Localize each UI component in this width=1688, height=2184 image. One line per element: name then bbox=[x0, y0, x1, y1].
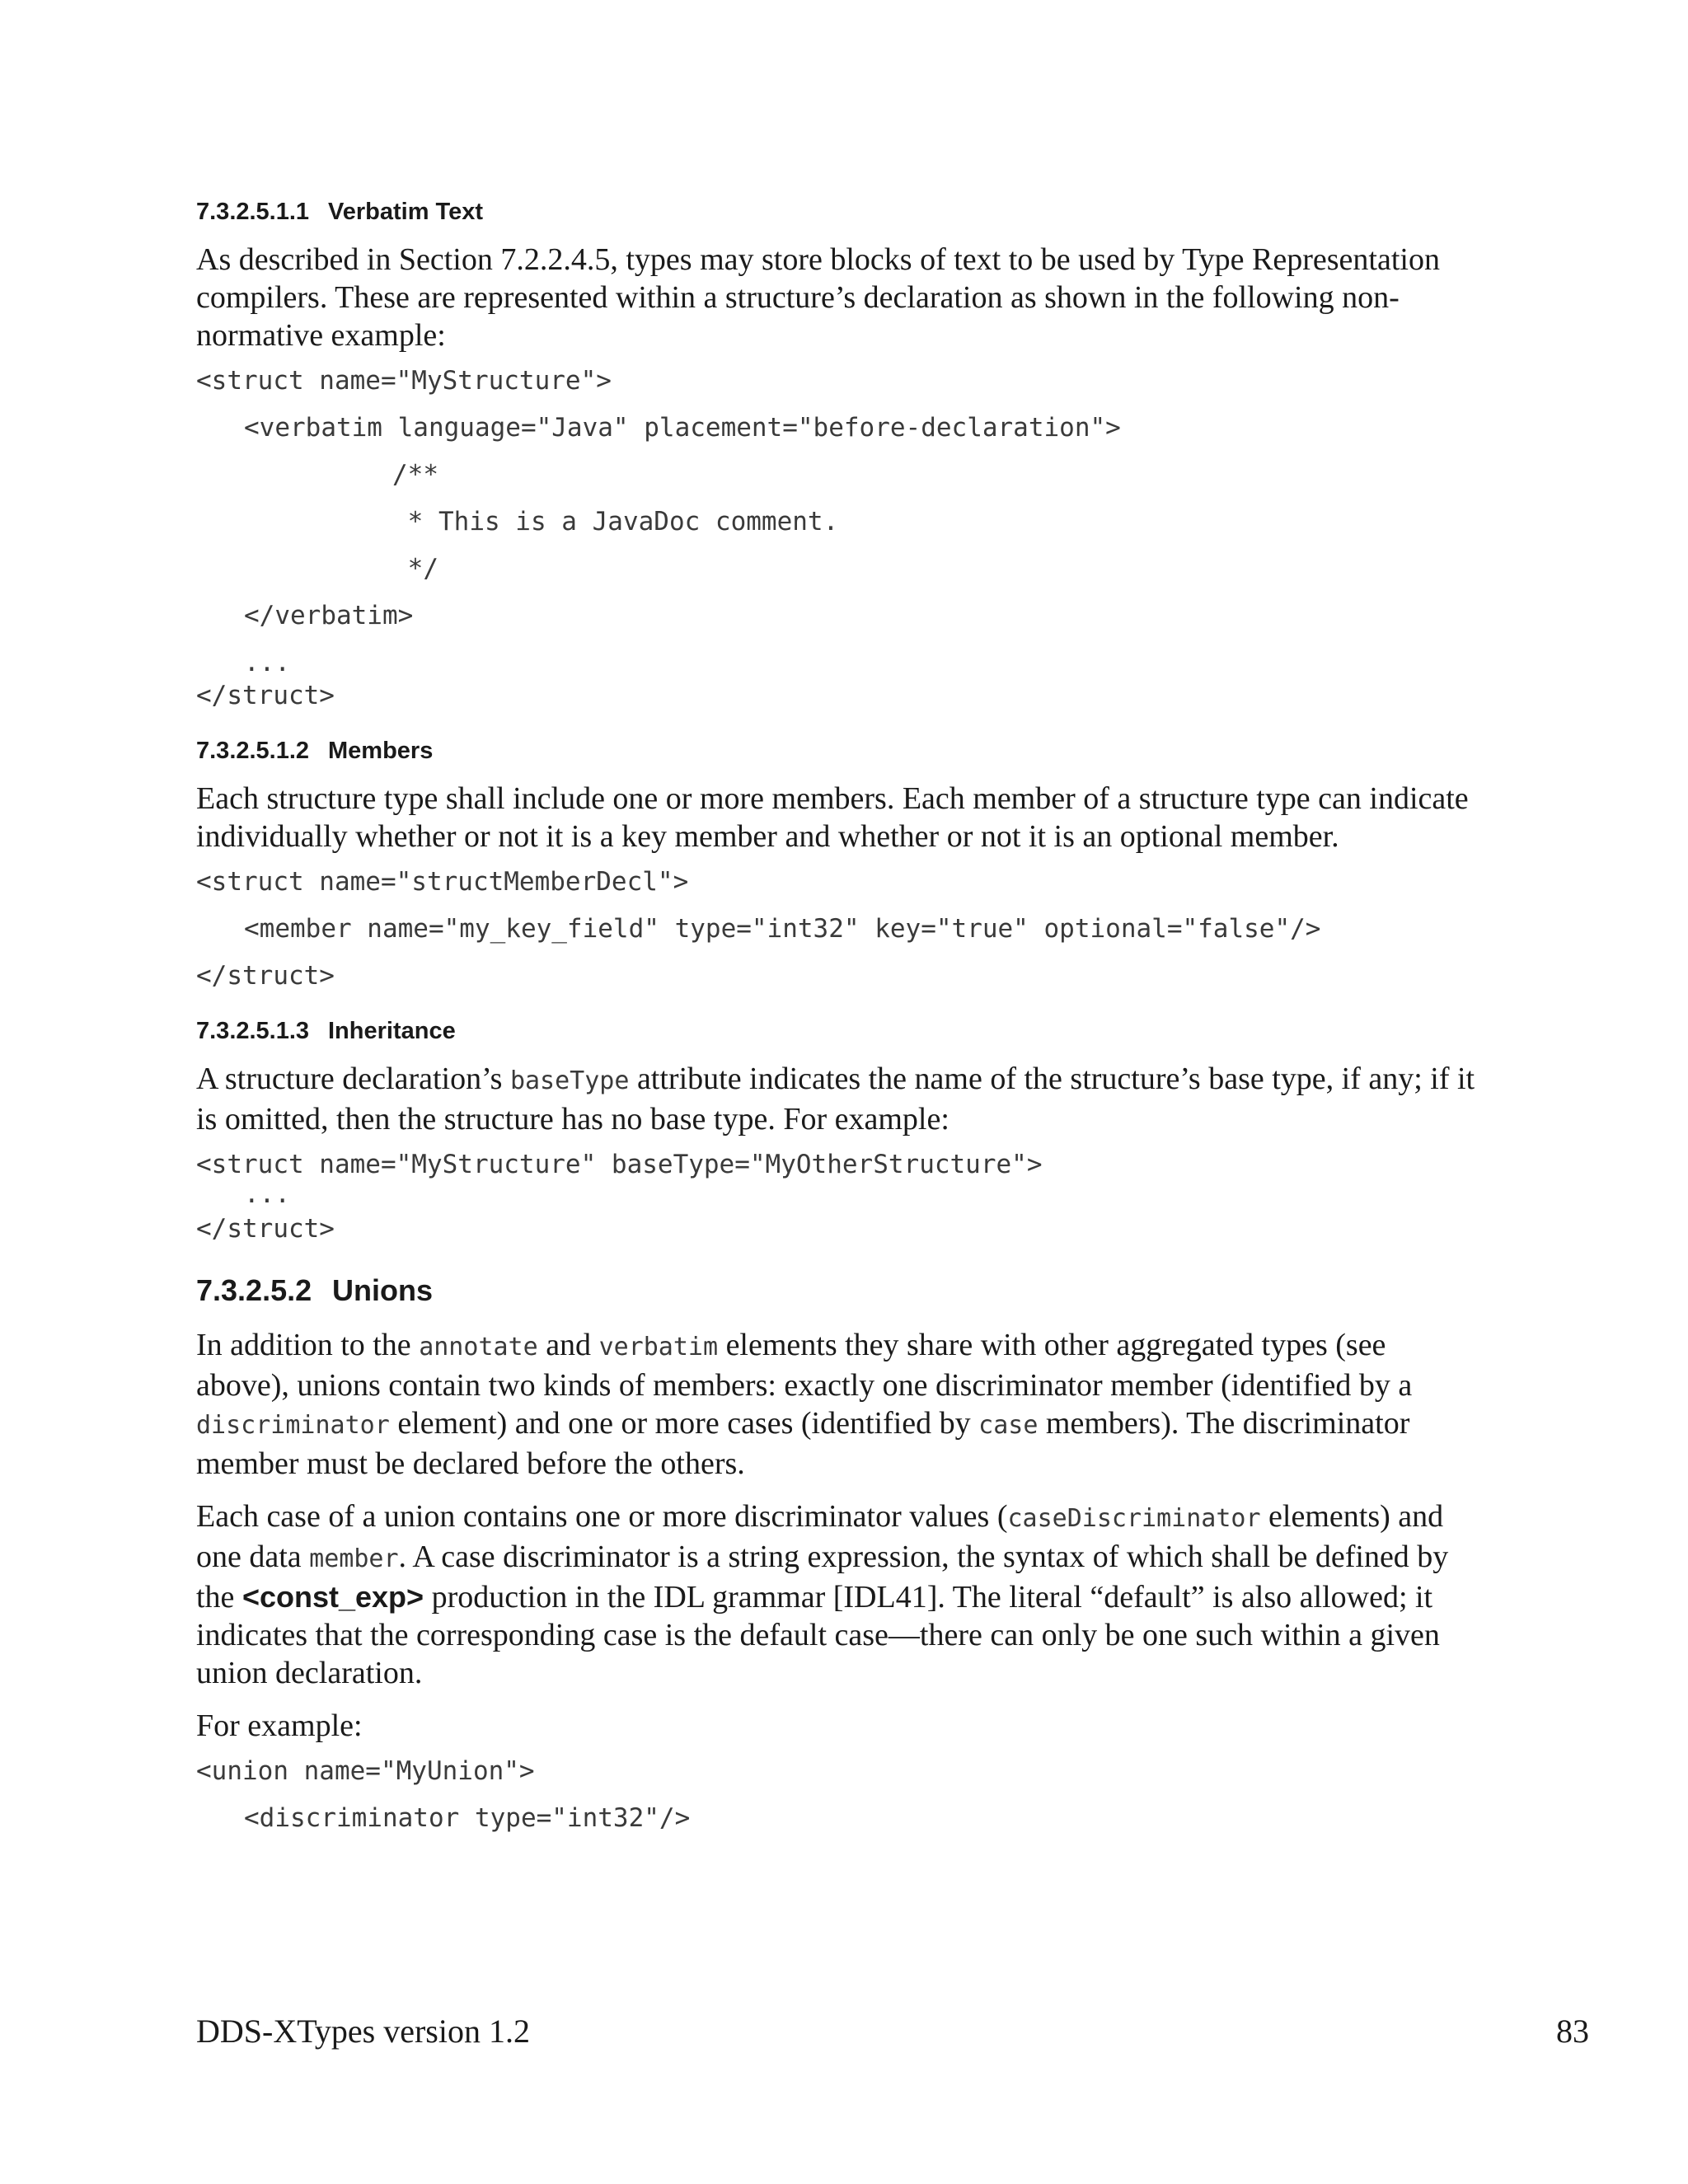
section-number: 7.3.2.5.1.2 bbox=[196, 738, 310, 764]
heading-unions bbox=[196, 1272, 1482, 1310]
paragraph-text: elements) and one data bbox=[196, 1499, 1444, 1574]
code-line: <struct name="MyStructure" baseType="MyOtherStructure"> bbox=[196, 1150, 1043, 1179]
section-title: Verbatim Text bbox=[328, 199, 484, 225]
footer-page-number: 83 bbox=[1556, 2013, 1589, 2050]
paragraph-text: . A case discriminator is a string expression, the syntax of which shall be defined by the bbox=[196, 1540, 1449, 1615]
paragraph-text: element) and one or more cases (identified by bbox=[389, 1406, 979, 1441]
section-title: Inheritance bbox=[328, 1018, 456, 1044]
heading-inheritance bbox=[196, 1015, 1482, 1047]
inline-code-discriminator: discriminator bbox=[196, 1411, 390, 1440]
inline-code-verbatim: verbatim bbox=[598, 1333, 719, 1361]
code-block-members bbox=[196, 865, 1482, 992]
inline-code-annotate: annotate bbox=[419, 1333, 538, 1361]
section-number: 7.3.2.5.1.3 bbox=[196, 1018, 310, 1044]
paragraph-unions-2 bbox=[196, 1497, 1482, 1692]
paragraph-verbatim: As described in Section 7.2.2.4.5, types may store blocks of text to be used by Type Representation compilers. These are represented within a structure’s declaration as shown in the following non-normative example: bbox=[196, 242, 1440, 353]
section-number: 7.3.2.5.1.1 bbox=[196, 199, 310, 225]
code-line: <struct name="structMemberDecl"> bbox=[196, 867, 689, 897]
paragraph-text: attribute indicates the name of the structure’s base type, if any; if it is omitted, then the structure has no base type. For example: bbox=[196, 1062, 1475, 1137]
code-line: </verbatim> bbox=[244, 601, 414, 630]
paragraph-unions-3: For example: bbox=[196, 1708, 363, 1743]
code-block-unions bbox=[196, 1755, 1482, 1835]
footer-document-title: DDS-XTypes version 1.2 bbox=[196, 2013, 530, 2050]
heading-verbatim-text bbox=[196, 196, 1482, 227]
paragraph-text: In addition to the bbox=[196, 1328, 420, 1362]
inline-code-casediscriminator: caseDiscriminator bbox=[1007, 1504, 1261, 1533]
code-line: </struct> bbox=[196, 961, 335, 991]
code-line: <member name="my_key_field" type="int32" key="true" optional="false"/> bbox=[244, 914, 1321, 944]
inline-code-basetype: baseType bbox=[509, 1066, 630, 1095]
paragraph-inheritance bbox=[196, 1060, 1482, 1138]
code-line: </struct> bbox=[196, 1214, 335, 1244]
code-line: <union name="MyUnion"> bbox=[196, 1756, 535, 1786]
code-block-inheritance bbox=[196, 1148, 1482, 1245]
inline-code-member: member bbox=[309, 1544, 399, 1573]
section-title: Unions bbox=[332, 1273, 433, 1307]
code-line: </struct> bbox=[196, 681, 335, 710]
code-block-verbatim bbox=[196, 364, 1482, 712]
document-page bbox=[196, 196, 1482, 1835]
code-line: ... bbox=[244, 648, 290, 677]
heading-members bbox=[196, 735, 1482, 766]
paragraph-text: elements they share with other aggregated types (see above), unions contain two kinds of members: exactly one discriminator member (identified by a bbox=[196, 1328, 1413, 1403]
paragraph-text: members). The discriminator member must be declared before the others. bbox=[196, 1406, 1410, 1481]
grammar-production-const-exp: <const_exp> bbox=[241, 1580, 424, 1614]
section-title: Members bbox=[328, 738, 434, 764]
paragraph-text: production in the IDL grammar [IDL41]. The literal “default” is also allowed; it indicates that the corresponding case is the default case—there can only be one such within a given union declaration. bbox=[196, 1580, 1440, 1690]
paragraph-unions-1 bbox=[196, 1326, 1482, 1483]
code-line: <struct name="MyStructure"> bbox=[196, 366, 612, 396]
paragraph-text: A structure declaration’s bbox=[196, 1062, 510, 1096]
code-line: <verbatim language="Java" placement="before-declaration"> bbox=[244, 413, 1121, 443]
code-line: ... bbox=[244, 1179, 290, 1209]
code-line: <discriminator type="int32"/> bbox=[244, 1803, 691, 1833]
code-line: */ bbox=[392, 554, 438, 583]
section-number: 7.3.2.5.2 bbox=[196, 1273, 312, 1307]
page-footer bbox=[196, 2011, 1589, 2052]
paragraph-text: Each case of a union contains one or more discriminator values ( bbox=[196, 1499, 1008, 1534]
code-line: /** bbox=[392, 460, 438, 490]
paragraph-text: and bbox=[537, 1328, 599, 1362]
code-line: * This is a JavaDoc comment. bbox=[392, 507, 839, 537]
paragraph-members: Each structure type shall include one or more members. Each member of a structure type can indicate individually whether or not it is a key member and whether or not it is an optional member. bbox=[196, 781, 1469, 854]
inline-code-case: case bbox=[978, 1411, 1039, 1440]
